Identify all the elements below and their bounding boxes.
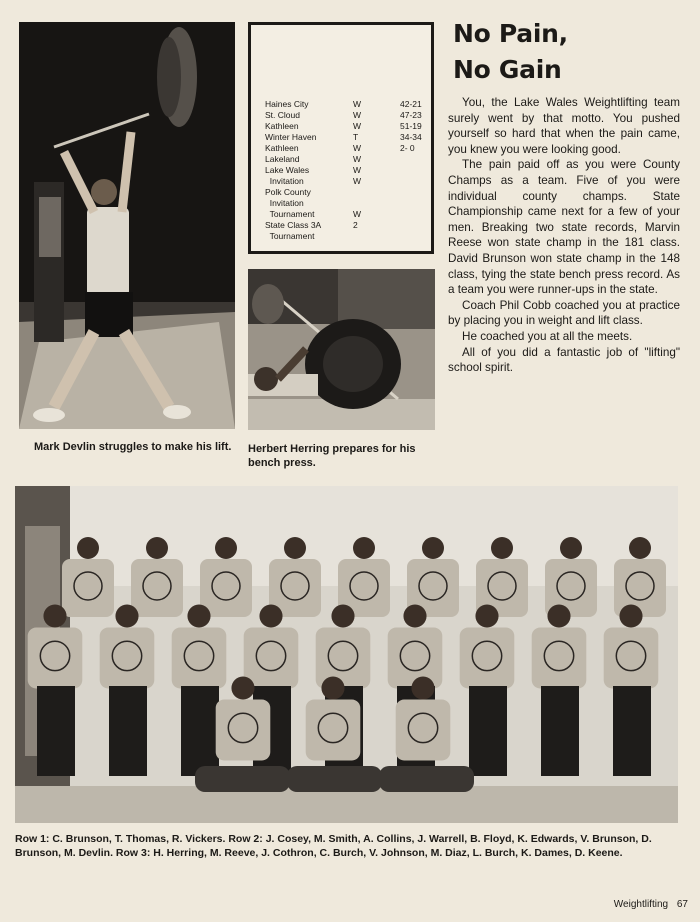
headline-line-1: No Pain,: [453, 19, 568, 48]
footer-section: Weightlifting: [613, 899, 669, 910]
results-opponent: Kathleen: [265, 143, 299, 153]
body-paragraph: He coached you at all the meets.: [462, 329, 633, 343]
results-opponent: Lakeland: [265, 154, 300, 164]
results-score: 47-23: [400, 110, 422, 120]
results-outcome: W: [353, 121, 362, 131]
results-outcome: W: [353, 165, 362, 175]
results-row: [265, 143, 430, 154]
results-outcome: W: [353, 176, 362, 186]
results-outcome: W: [353, 154, 362, 164]
results-score: 42-21: [400, 99, 422, 109]
results-row: [265, 187, 430, 198]
results-row: [265, 176, 430, 187]
results-outcome: W: [353, 143, 362, 153]
results-outcome: T: [353, 132, 359, 142]
photo-herbert-herring-bench: [248, 269, 435, 430]
results-row: [265, 165, 430, 176]
photo-weightlifting-team: [15, 486, 678, 823]
results-row: [265, 220, 430, 231]
article-body: [448, 95, 680, 376]
body-paragraph: All of you did a fantastic job of "lifting" school spirit.: [448, 345, 680, 375]
results-row: [265, 209, 430, 220]
results-opponent: Tournament: [265, 209, 315, 219]
photo-mark-devlin-lift: [19, 22, 235, 429]
results-opponent: Lake Wales: [265, 165, 310, 175]
headline: [453, 16, 693, 88]
caption-devlin: Mark Devlin struggles to make his lift.: [34, 441, 232, 453]
body-paragraph: The pain paid off as you were County Champs as a team. Five of you were individual county champs. State Championship came next for a few of your men. Breaking two state records, Marvin Reese won state champ in the 181 class. David Brunson won state champ in the 148 class, tying the state bench press record. As a team you were runner-ups in the state.: [448, 158, 680, 297]
results-outcome: W: [353, 110, 362, 120]
results-outcome: W: [353, 99, 362, 109]
results-row: [265, 231, 430, 242]
results-opponent: Winter Haven: [265, 132, 317, 142]
caption-herring: Herbert Herring prepares for his bench press.: [248, 443, 416, 469]
results-opponent: St. Cloud: [265, 110, 300, 120]
results-score: 2- 0: [400, 143, 415, 153]
results-opponent: Tournament: [265, 231, 315, 241]
results-opponent: State Class 3A: [265, 220, 322, 230]
results-opponent: Invitation: [265, 176, 304, 186]
results-row: [265, 154, 430, 165]
results-opponent: Haines City: [265, 99, 309, 109]
results-opponent: Kathleen: [265, 121, 299, 131]
body-paragraph: You, the Lake Wales Weightlifting team surely went by that motto. You pushed yourself so hard that when the pain came, you knew you were looking good.: [448, 96, 680, 156]
team-caption: Row 1: C. Brunson, T. Thomas, R. Vickers. Row 2: J. Cosey, M. Smith, A. Collins, J. Warrell, B. Floyd, K. Edwards, V. Brunson, D. Brunson, M. Devlin. Row 3: H. Herring, M. Reeve, J. Cothron, C. Burch, V. Johnson, M. Diaz, L. Burch, K. Dames, D. Keene.: [15, 833, 652, 859]
page-footer: [608, 899, 688, 910]
results-row: [265, 121, 430, 132]
results-score: 51-19: [400, 121, 422, 131]
results-table: [248, 22, 434, 254]
results-row: [265, 99, 430, 110]
results-row: [265, 198, 430, 209]
headline-line-2: No Gain: [453, 55, 562, 84]
results-row: [265, 110, 430, 121]
body-paragraph: Coach Phil Cobb coached you at practice by placing you in weight and lift class.: [448, 298, 680, 328]
results-score: 34-34: [400, 132, 422, 142]
results-opponent: Polk County: [265, 187, 311, 197]
results-outcome: 2: [353, 220, 358, 230]
page-number: 67: [676, 899, 688, 910]
results-row: [265, 132, 430, 143]
results-outcome: W: [353, 209, 362, 219]
results-opponent: Invitation: [265, 198, 304, 208]
